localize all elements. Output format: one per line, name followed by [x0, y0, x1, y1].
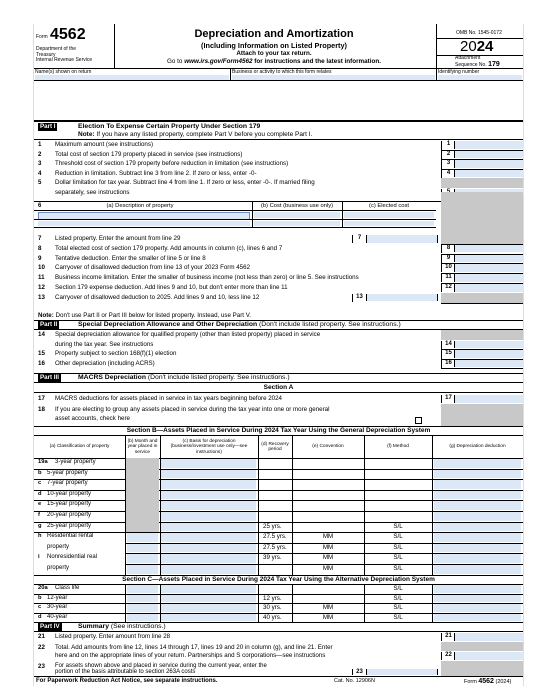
tax-year: 2024 — [460, 38, 494, 55]
form-title: Depreciation and Amortization — [194, 28, 354, 40]
row-class: 7-year property — [47, 480, 88, 487]
line-box-label: 12 — [441, 284, 455, 292]
basis-field[interactable] — [161, 554, 256, 563]
deduction-field[interactable] — [434, 512, 521, 521]
row-id: b — [38, 594, 42, 601]
method: S/L — [393, 543, 403, 551]
form-label: Form — [36, 34, 48, 40]
deduction-field[interactable] — [434, 480, 521, 489]
basis-field[interactable] — [161, 585, 256, 593]
amount-field[interactable] — [454, 274, 524, 282]
line-number: 12 — [38, 284, 45, 291]
row-id: g — [38, 522, 42, 529]
row-class: Residential rental — [47, 533, 94, 540]
section-b-title: Section B—Assets Placed in Service During 2024 Tax Year Using the General Depreciation System — [126, 427, 431, 434]
month-year-field[interactable] — [127, 554, 158, 563]
line-number: 23 — [38, 663, 45, 670]
recovery-period: 30 yrs. — [263, 604, 282, 611]
convention: MM — [322, 565, 334, 572]
line-box-label: 22 — [441, 652, 455, 660]
line-text: Maximum amount (see instructions) — [55, 141, 153, 148]
amount-field[interactable] — [454, 360, 524, 368]
group-election-checkbox[interactable] — [415, 417, 422, 424]
row-class: 20-year property — [47, 512, 92, 518]
desc-field-2[interactable] — [38, 221, 250, 226]
line-text-cont: asset accounts, check here — [55, 415, 130, 422]
line-box-label: 17 — [441, 395, 455, 403]
deduction-field[interactable] — [434, 491, 521, 500]
row-id: e — [38, 501, 42, 508]
line-box-label: 4 — [441, 170, 455, 179]
line-number: 22 — [38, 644, 45, 651]
shaded-area — [441, 178, 523, 188]
line-text: Carryover of disallowed deduction from line 13 of your 2023 Form 4562 — [55, 264, 251, 272]
amount-field[interactable] — [366, 294, 438, 302]
row-class: Class life — [55, 585, 80, 591]
row-class: 3-year property — [55, 459, 96, 465]
row-id: c — [38, 480, 42, 487]
month-year-field[interactable] — [127, 544, 158, 553]
part1-label: Part I — [40, 123, 56, 130]
part4-label: Part IV — [40, 623, 60, 630]
convention: MM — [322, 613, 334, 621]
month-year-field[interactable] — [127, 585, 158, 593]
row-class: 30-year — [47, 604, 68, 610]
part1-title: Election To Expense Certain Property Under Section 179 — [78, 123, 261, 130]
line-number: 3 — [38, 160, 42, 167]
row-id: c — [38, 604, 42, 610]
line-box-label: 8 — [441, 245, 455, 253]
id-label: Identifying number — [438, 69, 480, 75]
shaded-cell — [126, 500, 159, 511]
line-text: Listed property. Enter amount from line 28 — [55, 633, 171, 640]
form-number: 4562 — [50, 26, 86, 43]
basis-field[interactable] — [161, 523, 256, 532]
line-number: 8 — [38, 244, 42, 252]
line-number: 21 — [38, 633, 45, 640]
line-text: Carryover of disallowed deduction to 2025. Add lines 9 and 10, less line 12 — [55, 293, 260, 301]
method: S/L — [393, 594, 403, 602]
line-number: 2 — [38, 150, 42, 158]
row-id: d — [38, 490, 42, 497]
col-header: (a) Classification of property — [49, 444, 110, 450]
amount-field[interactable] — [454, 264, 524, 272]
name-label: Name(s) shown on return — [35, 69, 92, 75]
part3-label: Part III — [40, 374, 59, 381]
line-number: 18 — [38, 406, 45, 413]
form-page — [33, 24, 524, 686]
amount-field[interactable] — [454, 350, 524, 358]
row-class: 5-year property — [47, 469, 88, 476]
col-header: (d) Recovery period — [261, 441, 289, 452]
shaded-cell — [126, 522, 159, 533]
row-class: 15-year property — [47, 501, 92, 508]
amount-field[interactable] — [454, 395, 524, 403]
attach-note: Attach to your tax return. — [236, 50, 312, 57]
line-box-label: 15 — [441, 350, 455, 359]
col-b-cost: (b) Cost (business use only) — [260, 203, 334, 209]
method: S/L — [393, 613, 403, 621]
deduction-field[interactable] — [434, 501, 521, 510]
shaded-area — [441, 293, 523, 303]
line6-num: 6 — [38, 203, 42, 209]
row-id: h — [38, 533, 42, 540]
part4-title: Summary (See instructions.) — [78, 623, 166, 630]
line-number: 16 — [38, 359, 45, 367]
month-year-field[interactable] — [127, 604, 158, 612]
basis-field[interactable] — [161, 470, 256, 479]
amount-field[interactable] — [454, 151, 524, 159]
deduction-field[interactable] — [434, 595, 521, 603]
deduction-field[interactable] — [434, 614, 521, 622]
part3-title: MACRS Depreciation (Don't include listed property. See instructions.) — [78, 374, 290, 381]
month-year-field[interactable] — [127, 614, 158, 622]
col-header: (f) Method — [387, 444, 409, 450]
col-header: (g) Depreciation deduction — [449, 444, 506, 450]
col-a-desc: (a) Description of property — [106, 203, 174, 209]
amount-field[interactable] — [454, 141, 524, 149]
elected-field-1[interactable] — [344, 212, 434, 218]
deduction-field[interactable] — [434, 565, 521, 574]
attachment-seq: Attachment Sequence No. 179 — [455, 55, 500, 68]
convention: MM — [322, 604, 334, 611]
part1-footnote: Note: Don't use Part II or Part III below for listed property. Instead, use Part V. — [38, 312, 252, 319]
line-box-label: 23 — [352, 669, 366, 675]
line-text: Property subject to section 168(f)(1) election — [55, 350, 177, 357]
row-id: i — [38, 554, 40, 561]
line-number: 4 — [38, 169, 42, 177]
row-class: 10-year property — [47, 490, 92, 497]
line-number: 11 — [38, 274, 45, 282]
business-label: Business or activity to which this form relates — [232, 69, 332, 75]
basis-field[interactable] — [161, 512, 256, 521]
method: S/L — [393, 604, 403, 611]
line-text: Total cost of section 179 property placed in service (see instructions) — [55, 150, 243, 158]
section-a-title: Section A — [263, 384, 294, 391]
amount-field[interactable] — [454, 652, 524, 660]
line-text: Reduction in limitation. Subtract line 3 from line 2. If zero or less, enter -0- — [55, 169, 257, 177]
basis-field[interactable] — [161, 604, 256, 612]
cost-field-1[interactable] — [254, 212, 340, 218]
method: S/L — [393, 554, 403, 562]
section-c-title: Section C—Assets Placed in Service During 2024 Tax Year Using the Alternative Depreciation System — [122, 576, 435, 583]
shaded-area — [441, 330, 523, 340]
shaded-cell — [126, 490, 159, 501]
shaded-cell — [126, 511, 159, 522]
shaded-area — [441, 661, 523, 676]
basis-field[interactable] — [161, 544, 256, 553]
line-box-label: 3 — [441, 160, 455, 169]
convention: MM — [322, 543, 334, 551]
omb-number: OMB No. 1545-0172 — [456, 30, 502, 36]
recovery-period: 27.5 yrs. — [263, 543, 287, 551]
goto-note: Go to www.irs.gov/Form4562 for instructions and the latest information. — [167, 58, 381, 65]
month-year-field[interactable] — [127, 533, 158, 542]
month-year-field[interactable] — [127, 565, 158, 574]
deduction-field[interactable] — [434, 585, 521, 593]
line-box-label: 13 — [352, 294, 366, 302]
line-number: 13 — [38, 293, 45, 301]
basis-field[interactable] — [161, 491, 256, 500]
line-number: 9 — [38, 254, 42, 262]
row-class: 12-year — [47, 594, 68, 601]
deduction-field[interactable] — [434, 554, 521, 563]
deduction-field[interactable] — [434, 459, 521, 468]
deduction-field[interactable] — [434, 533, 521, 542]
part2-label: Part II — [40, 321, 58, 328]
line-box-label: 14 — [441, 341, 455, 350]
line-box-label: 7 — [352, 235, 366, 243]
line-box-label: 16 — [441, 360, 455, 369]
form-subtitle: (Including Information on Listed Property) — [201, 41, 347, 50]
line-text: Section 179 expense deduction. Add lines 9 and 10, but don't enter more than line 11 — [55, 284, 288, 291]
row-class: 40-year — [47, 613, 68, 620]
row-id: f — [38, 512, 40, 518]
shaded-cell — [126, 469, 159, 480]
shaded-cell — [126, 479, 159, 490]
rule — [441, 368, 523, 369]
line-text: Other depreciation (including ACRS) — [55, 359, 155, 367]
row-id: d — [38, 613, 42, 620]
basis-field[interactable] — [161, 595, 256, 603]
convention: MM — [322, 533, 334, 541]
line-number: 1 — [38, 141, 42, 148]
deduction-field[interactable] — [434, 523, 521, 532]
line-box-label: 2 — [441, 151, 455, 160]
line-text: Dollar limitation for tax year. Subtract line 4 from line 1. If zero or less, enter -0-. If married filing — [55, 179, 315, 186]
line-text: If you are electing to group any assets placed in service during the tax year into one or more general — [55, 406, 330, 413]
shaded-area — [441, 642, 523, 651]
line-text-cont: separately, see instructions — [55, 188, 130, 196]
col-c-elected: (c) Elected cost — [369, 203, 409, 209]
method: S/L — [393, 585, 403, 592]
col-header: (b) Month and year placed in service — [127, 438, 158, 455]
line-text: For assets shown above and placed in service during the current year, enter the — [55, 663, 267, 669]
convention: MM — [322, 554, 334, 562]
recovery-period: 40 yrs. — [263, 613, 282, 621]
line-number: 17 — [38, 395, 45, 402]
basis-field[interactable] — [161, 533, 256, 542]
row-id: 20a — [38, 585, 48, 591]
rule — [441, 303, 523, 304]
line-box-label: 21 — [441, 633, 455, 641]
method: S/L — [393, 565, 403, 572]
line-number: 10 — [38, 264, 45, 272]
shaded-cell — [126, 458, 159, 469]
amount-field[interactable] — [366, 235, 438, 243]
line-text: Threshold cost of section 179 property before reduction in limitation (see instructions) — [55, 160, 289, 167]
cost-field-2[interactable] — [254, 221, 340, 226]
row-class: property — [47, 543, 70, 550]
footer-notice: For Paperwork Reduction Act Notice, see separate instructions. — [36, 678, 218, 684]
amount-field[interactable] — [454, 245, 524, 253]
amount-field[interactable] — [454, 284, 524, 292]
recovery-period: 39 yrs. — [263, 554, 282, 562]
line-text: Listed property. Enter the amount from line 29 — [55, 235, 181, 242]
row-class: Nonresidential real — [47, 554, 98, 561]
line-box-label: 1 — [441, 141, 455, 150]
part2-title: Special Depreciation Allowance and Other Depreciation (Don't include listed property. See instructions.) — [78, 321, 401, 328]
line-number: 14 — [38, 331, 45, 338]
line-text: MACRS deductions for assets placed in service in tax years beginning before 2024 — [55, 395, 283, 402]
month-year-field[interactable] — [127, 595, 158, 603]
col-header: (e) Convention — [312, 444, 344, 450]
amount-field[interactable] — [454, 633, 524, 641]
basis-field[interactable] — [161, 565, 256, 574]
line-number: 15 — [38, 350, 45, 357]
row-class: property — [47, 565, 70, 571]
amount-field[interactable] — [366, 669, 438, 675]
line-text: Total elected cost of section 179 property. Add amounts in column (c), lines 6 and 7 — [55, 244, 283, 252]
amount-field[interactable] — [454, 255, 524, 263]
shaded-area — [441, 404, 523, 426]
amount-field[interactable] — [454, 341, 524, 349]
deduction-field[interactable] — [434, 470, 521, 479]
line-number: 7 — [38, 235, 42, 242]
elected-field-2[interactable] — [344, 221, 434, 226]
deduction-field[interactable] — [434, 604, 521, 612]
recovery-period: 25 yrs. — [263, 522, 282, 530]
amount-field[interactable] — [454, 160, 524, 168]
line-text-cont: during the tax year. See instructions — [55, 340, 154, 348]
line-text: Total. Add amounts from line 12, lines 14 through 17, lines 19 and 20 in column (g), and line 21. Enter — [55, 644, 333, 651]
col-header: (c) Basis for depreciation (business/investment use only—see instructions) — [170, 438, 248, 455]
line-box-label: 10 — [441, 264, 455, 272]
basis-field[interactable] — [161, 614, 256, 622]
line-box-label: 9 — [441, 255, 455, 263]
row-id: b — [38, 469, 42, 476]
row-class: 25-year property — [47, 522, 92, 529]
part1-note: Note: If you have any listed property, complete Part V before you complete Part I. — [78, 131, 313, 138]
method: S/L — [393, 533, 403, 541]
basis-field[interactable] — [161, 459, 256, 468]
row-id: 19a — [38, 459, 48, 465]
basis-field[interactable] — [161, 480, 256, 489]
amount-field[interactable] — [454, 170, 524, 178]
recovery-period: 12 yrs. — [263, 594, 282, 602]
line-text: Special depreciation allowance for qualified property (other than listed property) placed in service — [55, 331, 321, 338]
line-text: Business income limitation. Enter the smaller of business income (not less than zero) or line 5. See instructions — [55, 274, 359, 282]
footer-cat: Cat. No. 12906N — [334, 678, 375, 684]
footer-form: Form 4562 (2024) — [464, 678, 512, 685]
line-text-cont: here and on the appropriate lines of your return. Partnerships and S corporations—see instructions — [55, 652, 326, 659]
line-number: 5 — [38, 179, 42, 186]
line-box-label: 11 — [441, 274, 455, 282]
basis-field[interactable] — [161, 501, 256, 510]
recovery-period: 27.5 yrs. — [263, 533, 287, 541]
line-text: Tentative deduction. Enter the smaller of line 5 or line 8 — [55, 254, 206, 262]
department: Department of the Treasury Internal Revenue Service — [36, 46, 93, 63]
line-text-cont: portion of the basis attributable to section 263A costs — [55, 669, 196, 675]
deduction-field[interactable] — [434, 544, 521, 553]
method: S/L — [393, 522, 403, 530]
